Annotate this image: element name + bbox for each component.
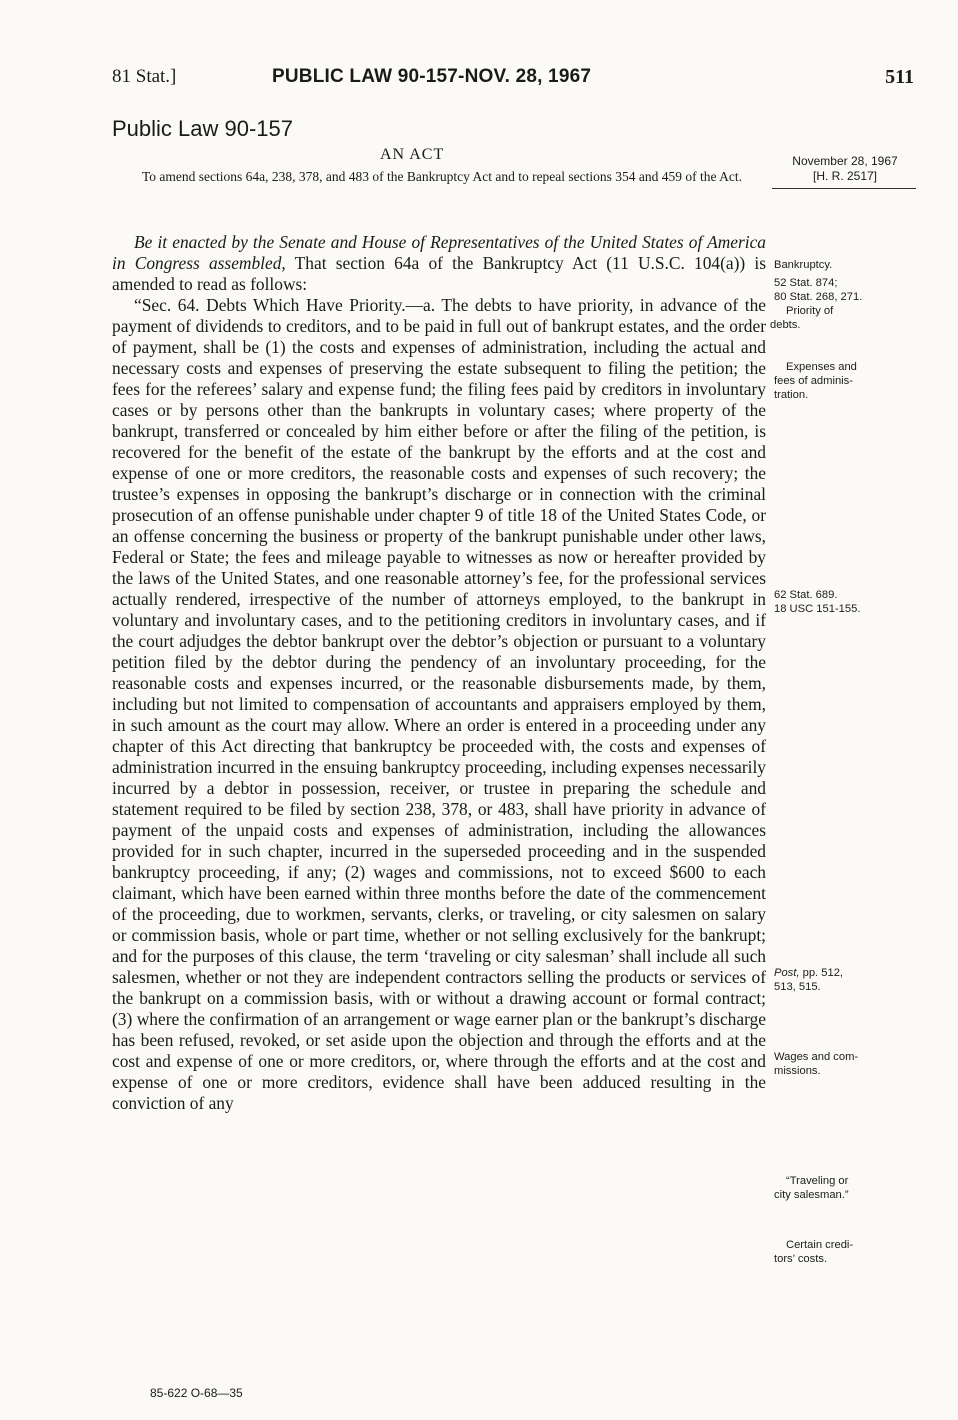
enactment-date-block [774,154,916,184]
marginal-note-usc: 62 Stat. 689. 18 USC 151-155. [774,589,861,615]
marginal-note-traveling: “Traveling or city salesman.” [774,1175,849,1201]
page-number: 511 [885,66,914,88]
marginal-note-expenses: Expenses and fees of adminis- tration. [774,361,857,401]
enacting-clause [112,232,766,295]
footer-print-code: 85-622 O-68—35 [150,1386,243,1400]
enacting-clause-italic: Be it enacted by the Senate and House of Representatives of the United States of America in Congress assembled, [112,232,766,273]
section-64-text: “Sec. 64. Debts Which Have Priority.—a. The debts to have priority, in advance of the payment of dividends to creditors, and to be paid in full out of bankrupt estates, and the order of payment, shall be (1) the costs and expenses of administration, including the actual and necessary costs and expenses of preserving the estate subsequent to filing the petition; the fees for the referees’ salary and expense fund; the filing fees paid by creditors in involuntary cases or by persons other than the bankrupts in voluntary cases; where property of the bankrupt, transferred or concealed by him either before or after the filing of the petition, is recovered for the benefit of the estate of the bankrupt by the efforts and at the cost and expense of one or more creditors, the reasonable costs and expenses of such recovery; the trustee’s expenses in opposing the bankrupt’s discharge or in connection with the criminal prosecution of an offense punishable under chapter 9 of title 18 of the United States Code, or an offense concerning the business or property of the bankrupt punishable under other laws, Federal or State; the fees and mileage payable to witnesses as now or hereafter provided by the laws of the United States, and one reasonable attorney’s fee, for the professional services actually rendered, irrespective of the number of attorneys employed, to the bankrupt in voluntary and involuntary cases, and to the petitioning creditors in involuntary cases, and if the court adjudges the debtor bankrupt over the debtor’s objection or pursuant to a voluntary petition filed by the debtor during the pendency of an involuntary proceeding, for the reasonable costs and expenses incurred, or the reasonable disbursements made, by them, including but not limited to compensation of accountants and appraisers employed by them, in such amount as the court may allow. Where an order is entered in a proceeding under any chapter of this Act directing that bankruptcy be proceeded with, the costs and expenses of administration incurred in the ensuing bankruptcy proceeding, including expenses necessarily incurred by a debtor in possession, receiver, or trustee in preparing the schedule and statement required to be filed by section 238, 378, or 483, shall have priority in advance of payment of the unpaid costs and expenses of administration, including the allowances provided for in such chapter, incurred in the superseded proceeding and in the suspended bankruptcy proceeding, if any; (2) wages and commissions, not to exceed $600 to each claimant, which have been earned within three months before the date of the commencement of the proceeding, due to workmen, servants, clerks, or traveling, or city salesmen on salary or commission basis, whole or part time, whether or not selling exclusively for the bankrupt; and for the purposes of this clause, the term ‘traveling or city salesman’ shall include all such salesmen, whether or not they are independent contractors selling the products or services of the bankrupt on a commission basis, with or without a drawing account or formal contract; (3) where the confirmation of an arrangement or wage earner plan or the bankrupt’s discharge has been refused, revoked, or set aside upon the objection and through the efforts and at the cost and expense of one or more creditors, or, where through the efforts and at the cost and expense of one or more creditors, evidence shall have been adduced resulting in the conviction of any [112,295,766,1113]
marginal-note-wages: Wages and com- missions. [774,1051,859,1077]
marginal-note-stat-refs: 52 Stat. 874; 80 Stat. 268, 271. [774,277,863,303]
marginal-note-post: Post, pp. 512, 513, 515. [774,967,844,993]
stat-volume: 81 Stat.] [112,66,177,87]
bill-number: [H. R. 2517] [812,169,878,183]
page-header-title: PUBLIC LAW 90-157-NOV. 28, 1967 [272,66,592,87]
marginal-note-certain-creditors: Certain credi- tors’ costs. [774,1239,854,1265]
marginal-note-bankruptcy: Bankruptcy. [774,259,833,271]
law-title: Public Law 90-157 [112,116,294,141]
act-purpose: To amend sections 64a, 238, 378, and 483 of the Bankruptcy Act and to repeal sections 354 and 459 of the Act. [141,169,743,184]
act-heading: AN ACT [380,146,445,163]
running-head [112,66,914,92]
body-text [112,232,766,1114]
divider [772,188,916,189]
enacting-clause-text: That section 64a of the Bankruptcy Act (11 U.S.C. 104(a)) is amended to read as follows: [112,253,767,294]
enactment-date: November 28, 1967 [792,154,898,168]
marginal-note-priority: Priority of debts. [770,305,834,331]
